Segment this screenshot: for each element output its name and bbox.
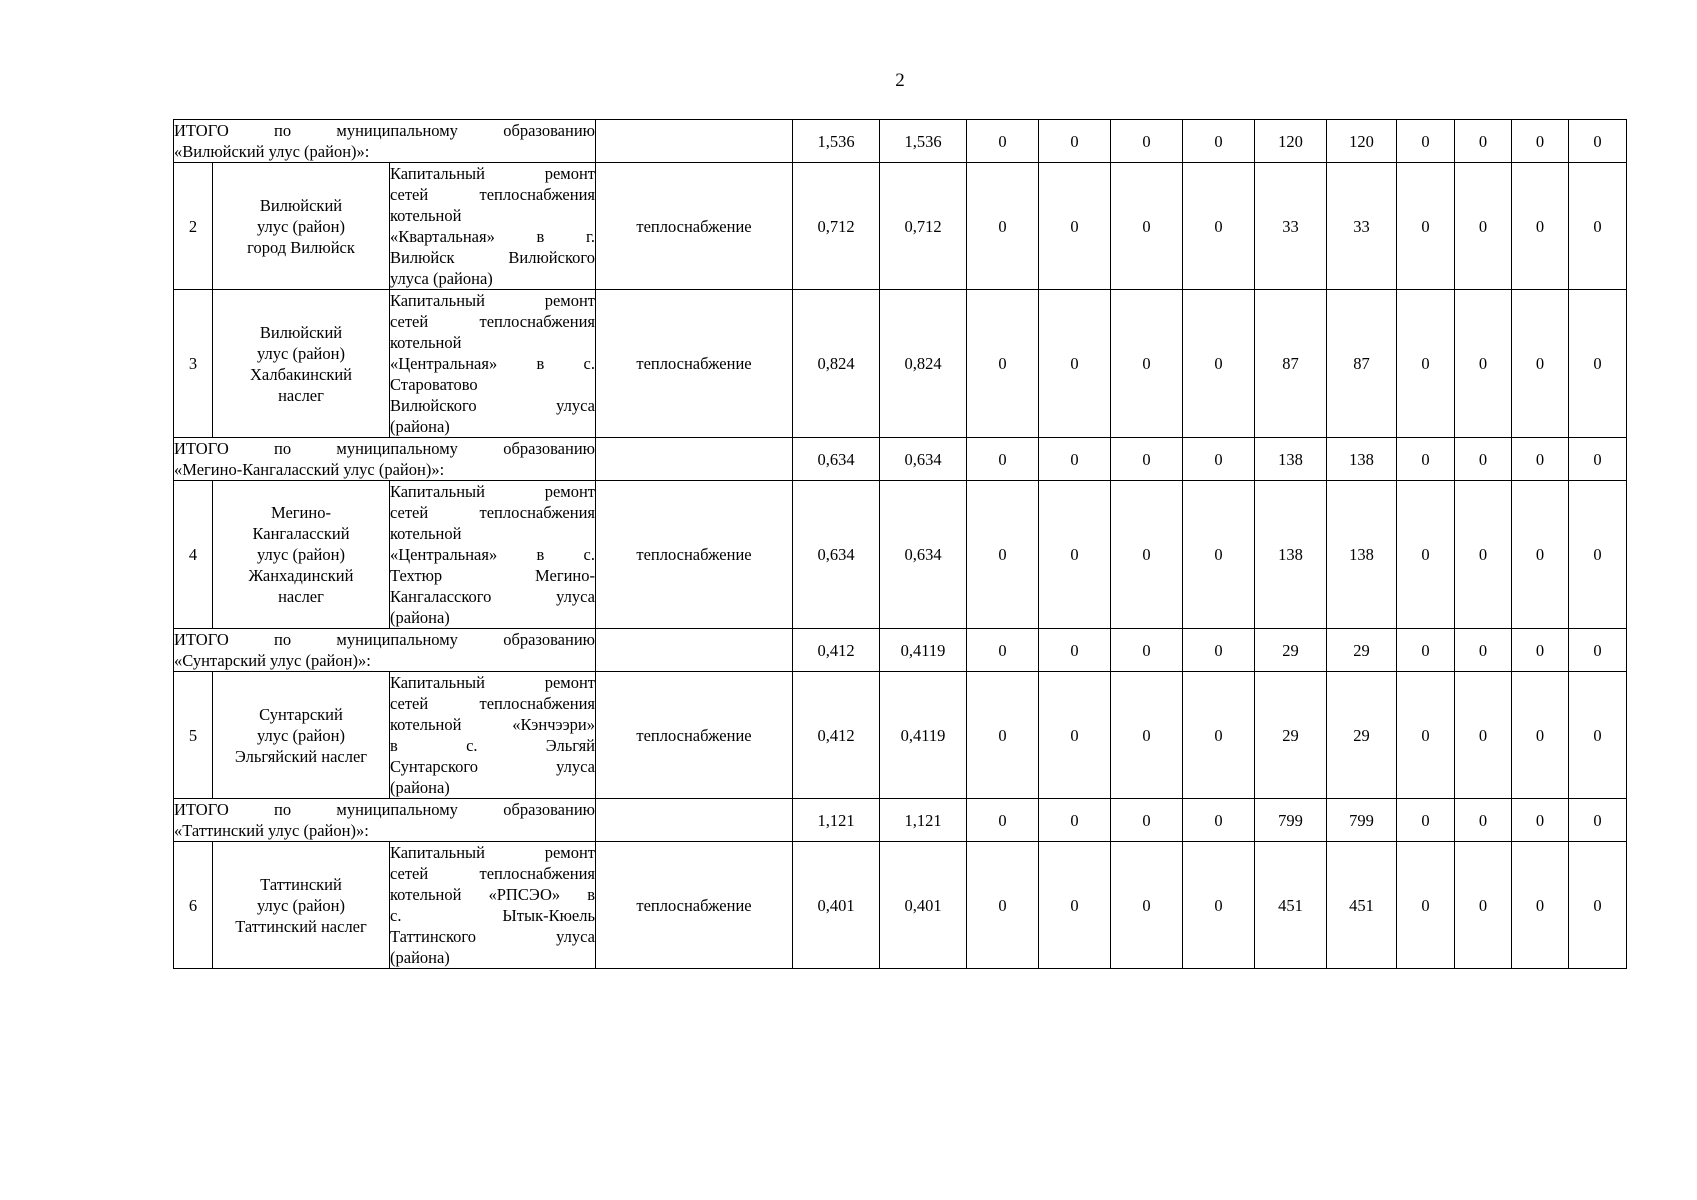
value-cell: 138 — [1255, 481, 1327, 629]
row-number: 3 — [174, 290, 213, 438]
value-cell: 0 — [1111, 438, 1183, 481]
value-cell: 33 — [1327, 163, 1397, 290]
total-row — [174, 629, 1627, 672]
value-cell: 0 — [1512, 438, 1569, 481]
work-description-line: Таттинского улуса — [390, 927, 595, 946]
row-number: 2 — [174, 163, 213, 290]
value-cell: 0 — [1183, 481, 1255, 629]
value-cell: 0 — [1183, 629, 1255, 672]
value-cell: 0 — [1569, 120, 1627, 163]
value-cell: 0 — [967, 672, 1039, 799]
value-cell: 0 — [1569, 438, 1627, 481]
location-cell — [213, 290, 390, 438]
value-cell: 0 — [1039, 842, 1111, 969]
work-description-line: Староватово — [390, 375, 478, 394]
location-line: улус (район) — [257, 545, 345, 564]
work-description-line: Капитальный ремонт — [390, 843, 595, 862]
work-description-line: Кангаласского улуса — [390, 587, 595, 606]
value-cell: 0 — [1183, 842, 1255, 969]
value-cell: 0 — [1569, 481, 1627, 629]
page-number: 2 — [895, 70, 905, 91]
work-description-line: сетей теплоснабжения — [390, 503, 595, 522]
value-cell: 0 — [1039, 799, 1111, 842]
work-description-line: котельной «Кэнчээри» — [390, 715, 595, 734]
value-cell: 0 — [1397, 629, 1455, 672]
value-cell: 0 — [1111, 481, 1183, 629]
work-description-cell — [390, 481, 596, 629]
work-description-line: сетей теплоснабжения — [390, 312, 595, 331]
value-cell: 0 — [1512, 481, 1569, 629]
work-description-line: Техтюр Мегино- — [390, 566, 595, 585]
value-cell: 0 — [1455, 629, 1512, 672]
value-cell: 1,536 — [880, 120, 967, 163]
register-table — [173, 119, 1627, 969]
location-line: Сунтарский — [259, 704, 343, 724]
location-cell — [213, 672, 390, 799]
value-cell: 0,4119 — [880, 672, 967, 799]
location-line: улус (район) — [257, 895, 345, 915]
value-cell: 0 — [1455, 120, 1512, 163]
location-line: Эльгяйский наслег — [234, 746, 368, 766]
value-cell: 0 — [1455, 672, 1512, 799]
value-cell: 0 — [1512, 799, 1569, 842]
total-label — [174, 629, 596, 672]
location-line: Таттинский — [260, 874, 342, 894]
value-cell: 87 — [1255, 290, 1327, 438]
location-cell — [213, 481, 390, 629]
value-cell: 0 — [1455, 438, 1512, 481]
value-cell: 120 — [1255, 120, 1327, 163]
work-description-line: котельной — [390, 524, 462, 543]
total-label-line: «Мегино-Кангаласский улус (район)»: — [174, 460, 445, 479]
value-cell: 0 — [1397, 438, 1455, 481]
value-cell: 0 — [1183, 799, 1255, 842]
total-label — [174, 438, 596, 481]
total-label-line: «Сунтарский улус (район)»: — [174, 651, 371, 670]
location-cell — [213, 842, 390, 969]
work-description-line: Капитальный ремонт — [390, 164, 595, 183]
work-type-cell: теплоснабжение — [596, 672, 793, 799]
work-description-line: (района) — [390, 948, 450, 967]
value-cell: 120 — [1327, 120, 1397, 163]
work-description-cell — [390, 163, 596, 290]
empty-cell — [596, 120, 793, 163]
value-cell: 799 — [1327, 799, 1397, 842]
value-cell: 33 — [1255, 163, 1327, 290]
item-row — [174, 672, 1627, 799]
value-cell: 0 — [967, 163, 1039, 290]
value-cell: 0 — [967, 799, 1039, 842]
value-cell: 0 — [1039, 120, 1111, 163]
value-cell: 0 — [1397, 842, 1455, 969]
value-cell: 0 — [1569, 842, 1627, 969]
work-type-cell: теплоснабжение — [596, 842, 793, 969]
value-cell: 0 — [1183, 672, 1255, 799]
value-cell: 0,4119 — [880, 629, 967, 672]
total-label-line: «Вилюйский улус (район)»: — [174, 142, 370, 161]
value-cell: 0 — [1512, 120, 1569, 163]
value-cell: 0,412 — [793, 629, 880, 672]
value-cell: 0 — [1039, 672, 1111, 799]
value-cell: 0 — [1397, 120, 1455, 163]
location-line: Халбакинский — [249, 364, 352, 384]
value-cell: 0,401 — [793, 842, 880, 969]
value-cell: 0 — [1111, 163, 1183, 290]
value-cell: 138 — [1327, 438, 1397, 481]
total-label-line: ИТОГО по муниципальному образованию — [174, 121, 595, 140]
value-cell: 0,824 — [793, 290, 880, 438]
location-line: Кангаласский — [252, 524, 350, 543]
value-cell: 0 — [967, 120, 1039, 163]
value-cell: 0 — [1512, 629, 1569, 672]
value-cell: 0 — [967, 842, 1039, 969]
location-line: улус (район) — [257, 216, 345, 236]
location-line: Таттинский наслег — [235, 916, 367, 936]
value-cell: 29 — [1255, 672, 1327, 799]
value-cell: 451 — [1327, 842, 1397, 969]
value-cell: 0 — [1397, 799, 1455, 842]
value-cell: 0 — [967, 629, 1039, 672]
value-cell: 0 — [1183, 163, 1255, 290]
work-description-line: «Центральная» в с. — [390, 545, 595, 564]
value-cell: 0 — [1039, 290, 1111, 438]
total-label-line: ИТОГО по муниципальному образованию — [174, 630, 595, 649]
value-cell: 0 — [1569, 672, 1627, 799]
work-type-cell: теплоснабжение — [596, 163, 793, 290]
work-description-line: «Центральная» в с. — [390, 354, 595, 373]
value-cell: 0 — [1111, 672, 1183, 799]
value-cell: 0,634 — [880, 481, 967, 629]
value-cell: 29 — [1327, 672, 1397, 799]
work-description-line: Вилюйского улуса — [390, 396, 595, 415]
item-row — [174, 163, 1627, 290]
location-line: наслег — [278, 385, 324, 405]
value-cell: 0 — [1455, 163, 1512, 290]
value-cell: 0 — [1183, 290, 1255, 438]
value-cell: 0 — [1039, 438, 1111, 481]
table-body — [174, 120, 1627, 969]
value-cell: 0 — [1512, 842, 1569, 969]
value-cell: 451 — [1255, 842, 1327, 969]
work-description-line: Капитальный ремонт — [390, 673, 595, 692]
work-description-line: (района) — [390, 778, 450, 797]
value-cell: 0 — [1111, 629, 1183, 672]
value-cell: 799 — [1255, 799, 1327, 842]
total-label — [174, 799, 596, 842]
value-cell: 0 — [1111, 120, 1183, 163]
value-cell: 0 — [1455, 799, 1512, 842]
work-description-line: в с. Эльгяй — [390, 736, 595, 755]
item-row — [174, 290, 1627, 438]
empty-cell — [596, 629, 793, 672]
row-number: 5 — [174, 672, 213, 799]
value-cell: 0,634 — [880, 438, 967, 481]
location-line: город Вилюйск — [247, 237, 355, 257]
work-description-line: Сунтарского улуса — [390, 757, 595, 776]
value-cell: 29 — [1327, 629, 1397, 672]
value-cell: 0,401 — [880, 842, 967, 969]
value-cell: 0 — [1455, 290, 1512, 438]
row-number: 6 — [174, 842, 213, 969]
total-label-line: ИТОГО по муниципальному образованию — [174, 800, 595, 819]
empty-cell — [596, 799, 793, 842]
work-description-line: котельной — [390, 206, 462, 225]
total-label-line: ИТОГО по муниципальному образованию — [174, 439, 595, 458]
work-description-line: сетей теплоснабжения — [390, 694, 595, 713]
value-cell: 0 — [1397, 163, 1455, 290]
value-cell: 0 — [1397, 481, 1455, 629]
work-description-line: котельной «РПСЭО» в — [390, 885, 595, 904]
value-cell: 0 — [967, 438, 1039, 481]
value-cell: 0,824 — [880, 290, 967, 438]
work-description-line: сетей теплоснабжения — [390, 185, 595, 204]
work-description-line: (района) — [390, 608, 450, 627]
value-cell: 0 — [1512, 672, 1569, 799]
work-description-line: сетей теплоснабжения — [390, 864, 595, 883]
location-line: улус (район) — [257, 343, 345, 363]
value-cell: 0 — [1183, 438, 1255, 481]
value-cell: 0 — [1397, 290, 1455, 438]
value-cell: 29 — [1255, 629, 1327, 672]
work-description-line: улуса (района) — [390, 269, 493, 288]
value-cell: 87 — [1327, 290, 1397, 438]
value-cell: 0 — [967, 481, 1039, 629]
value-cell: 0 — [1455, 481, 1512, 629]
value-cell: 0,634 — [793, 438, 880, 481]
value-cell: 0 — [1569, 799, 1627, 842]
location-line: Мегино- — [271, 503, 331, 522]
work-description-cell — [390, 290, 596, 438]
value-cell: 0 — [1039, 481, 1111, 629]
value-cell: 0,412 — [793, 672, 880, 799]
location-line: Вилюйский — [259, 195, 343, 215]
value-cell: 0 — [1039, 163, 1111, 290]
location-line: наслег — [278, 587, 324, 606]
work-description-line: с. Ытык-Кюель — [390, 906, 595, 925]
work-description-line: Вилюйск Вилюйского — [390, 248, 595, 267]
total-row — [174, 438, 1627, 481]
row-number: 4 — [174, 481, 213, 629]
total-label — [174, 120, 596, 163]
value-cell: 0 — [1183, 120, 1255, 163]
value-cell: 138 — [1255, 438, 1327, 481]
value-cell: 0,634 — [793, 481, 880, 629]
work-description-line: (района) — [390, 417, 450, 436]
value-cell: 0,712 — [793, 163, 880, 290]
value-cell: 0 — [1111, 842, 1183, 969]
total-row — [174, 799, 1627, 842]
item-row — [174, 842, 1627, 969]
value-cell: 0 — [1397, 672, 1455, 799]
value-cell: 0 — [1455, 842, 1512, 969]
work-type-cell: теплоснабжение — [596, 481, 793, 629]
work-description-cell — [390, 672, 596, 799]
location-line: улус (район) — [257, 725, 345, 745]
empty-cell — [596, 438, 793, 481]
location-cell — [213, 163, 390, 290]
work-description-line: Капитальный ремонт — [390, 482, 595, 501]
work-description-line: «Квартальная» в г. — [390, 227, 595, 246]
location-line: Жанхадинский — [248, 566, 354, 585]
work-description-line: котельной — [390, 333, 462, 352]
value-cell: 0 — [1512, 163, 1569, 290]
value-cell: 0 — [1512, 290, 1569, 438]
value-cell: 0,712 — [880, 163, 967, 290]
total-label-line: «Таттинский улус (район)»: — [174, 821, 369, 840]
value-cell: 1,121 — [793, 799, 880, 842]
value-cell: 1,536 — [793, 120, 880, 163]
value-cell: 0 — [1569, 290, 1627, 438]
work-description-line: Капитальный ремонт — [390, 291, 595, 310]
total-row — [174, 120, 1627, 163]
value-cell: 0 — [967, 290, 1039, 438]
item-row — [174, 481, 1627, 629]
value-cell: 0 — [1039, 629, 1111, 672]
value-cell: 0 — [1111, 290, 1183, 438]
work-type-cell: теплоснабжение — [596, 290, 793, 438]
work-description-cell — [390, 842, 596, 969]
value-cell: 138 — [1327, 481, 1397, 629]
value-cell: 1,121 — [880, 799, 967, 842]
value-cell: 0 — [1569, 629, 1627, 672]
value-cell: 0 — [1111, 799, 1183, 842]
location-line: Вилюйский — [259, 322, 343, 342]
value-cell: 0 — [1569, 163, 1627, 290]
